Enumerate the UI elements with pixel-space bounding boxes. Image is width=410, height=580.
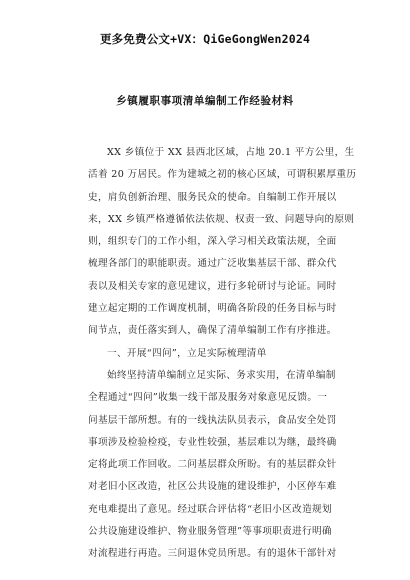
body-line: 充电难提出了意见。经过联合评估将“老旧小区改造规划 — [88, 503, 332, 515]
promo-banner: 更多免费公文+VX：QiGeGongWen2024 — [99, 32, 311, 46]
body-line: 间节点，责任落实到人，确保了清单编制工作有序推进。 — [88, 325, 337, 337]
body-line: 公共设施建设维护、物业服务管理”等事项职责进行明确 — [88, 526, 332, 538]
body-line: 对流程进行再造。三问退休党员所思。有的退休干部针对 — [88, 548, 337, 560]
body-line: 来，XX 乡镇严格遵循依法依规、权责一致、问题导向的原则 — [88, 213, 355, 225]
body-line: XX 乡镇位于 XX 县西北区域，占地 20.1 平方公里，生 — [107, 147, 355, 158]
body-line: 全程通过“四问”收集一线干部及服务对象意见反馈。一 — [88, 392, 328, 404]
body-line: 梳理各部门的职能职责。通过广泛收集基层干部、群众代 — [88, 258, 337, 270]
body-line: 始终坚持清单编制立足实际、务求实用，在清单编制 — [107, 369, 336, 381]
body-line: 事项涉及检验检疫，专业性较强，基层难以为继，最终确 — [88, 436, 337, 448]
document-body — [88, 142, 357, 566]
body-line: 史，肩负创新治理、服务民众的使命。自编制工作开展以 — [88, 191, 337, 203]
body-line: 活着 20 万居民。作为建城之初的核心区域，可谓积累厚重历 — [88, 169, 357, 181]
body-line: 表以及相关专家的意见建议，进行多轮研讨与论证。同时 — [88, 280, 337, 292]
body-line: 问基层干部所想。有的一线执法队员表示，食品安全处罚 — [88, 414, 337, 426]
body-line: 建立起定期的工作调度机制，明确各阶段的任务目标与时 — [88, 303, 337, 315]
body-line: 定将此项工作回收。二问基层群众所盼。有的基层群众针 — [88, 459, 337, 471]
document-title: 乡镇履职事项清单编制工作经验材料 — [116, 95, 294, 107]
section-heading: 一、开展“四问”，立足实际梳理清单 — [107, 347, 267, 359]
body-line: 则，组织专门的工作小组，深入学习相关政策法规，全面 — [88, 236, 337, 248]
body-line: 对老旧小区改造，社区公共设施的建设维护，小区停车难 — [88, 481, 337, 493]
